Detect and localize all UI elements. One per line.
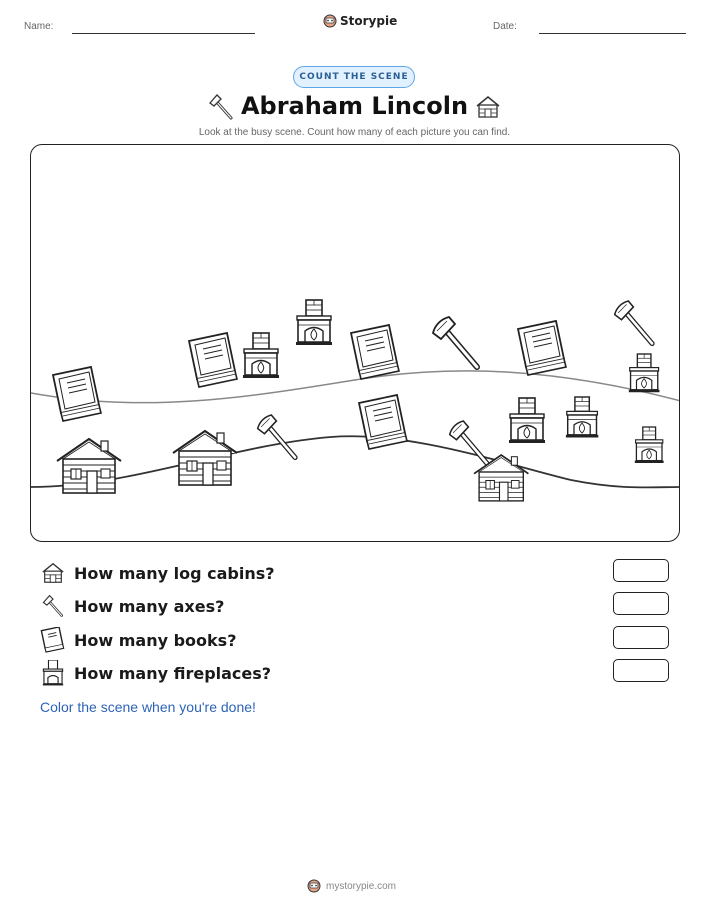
name-line[interactable] <box>72 33 255 34</box>
question-text: How many books? <box>74 630 237 650</box>
book-icon <box>40 627 66 653</box>
answer-box-log-cabins[interactable] <box>613 559 669 582</box>
fireplace-icon <box>40 660 66 686</box>
question-text: How many fireplaces? <box>74 663 272 683</box>
book-icon <box>351 325 399 379</box>
date-line[interactable] <box>539 33 686 34</box>
instructions: Look at the busy scene. Count how many of each picture you can find. <box>198 127 511 138</box>
page-title: Abraham Lincoln <box>240 92 469 120</box>
fireplace-icon <box>635 427 664 463</box>
question-axes <box>40 592 224 620</box>
axe-icon <box>433 317 477 367</box>
front-hill-line <box>31 436 680 487</box>
answer-box-axes[interactable] <box>613 592 669 615</box>
book-icon <box>189 333 237 387</box>
log-cabin-icon <box>57 439 121 493</box>
date-label: Date: <box>493 21 517 32</box>
storypie-mascot-icon <box>307 879 321 893</box>
axe-icon <box>258 415 295 458</box>
axe-icon <box>450 421 487 464</box>
question-log-cabins <box>40 559 275 587</box>
brand-logo <box>323 14 397 28</box>
log-cabin-icon <box>173 431 237 485</box>
storypie-mascot-icon <box>323 14 337 28</box>
closing-instruction: Color the scene when you're done! <box>40 699 256 715</box>
axe-icon <box>40 593 66 619</box>
log-cabin-icon <box>40 561 66 585</box>
question-text: How many axes? <box>74 596 225 616</box>
log-cabin-icon <box>474 455 528 501</box>
footer-site[interactable]: mystorypie.com <box>326 880 397 892</box>
axe-icon <box>615 301 652 344</box>
name-label: Name: <box>24 21 54 32</box>
book-icon <box>359 395 407 449</box>
fireplace-icon <box>509 398 545 443</box>
fireplace-icon <box>629 354 660 392</box>
answer-box-fireplaces[interactable] <box>613 659 669 682</box>
activity-tag: COUNT THE SCENE <box>293 66 415 88</box>
question-fireplaces <box>40 659 271 687</box>
busy-scene <box>30 144 680 542</box>
question-text: How many log cabins? <box>74 563 275 583</box>
fireplace-icon <box>243 333 279 378</box>
book-icon <box>518 321 566 375</box>
question-books <box>40 626 236 654</box>
fireplace-icon <box>566 397 598 438</box>
log-cabin-icon <box>474 94 502 120</box>
answer-box-books[interactable] <box>613 626 669 649</box>
brand-name: Storypie <box>340 14 398 28</box>
book-icon <box>53 367 101 421</box>
fireplace-icon <box>296 300 332 345</box>
footer <box>307 879 396 893</box>
